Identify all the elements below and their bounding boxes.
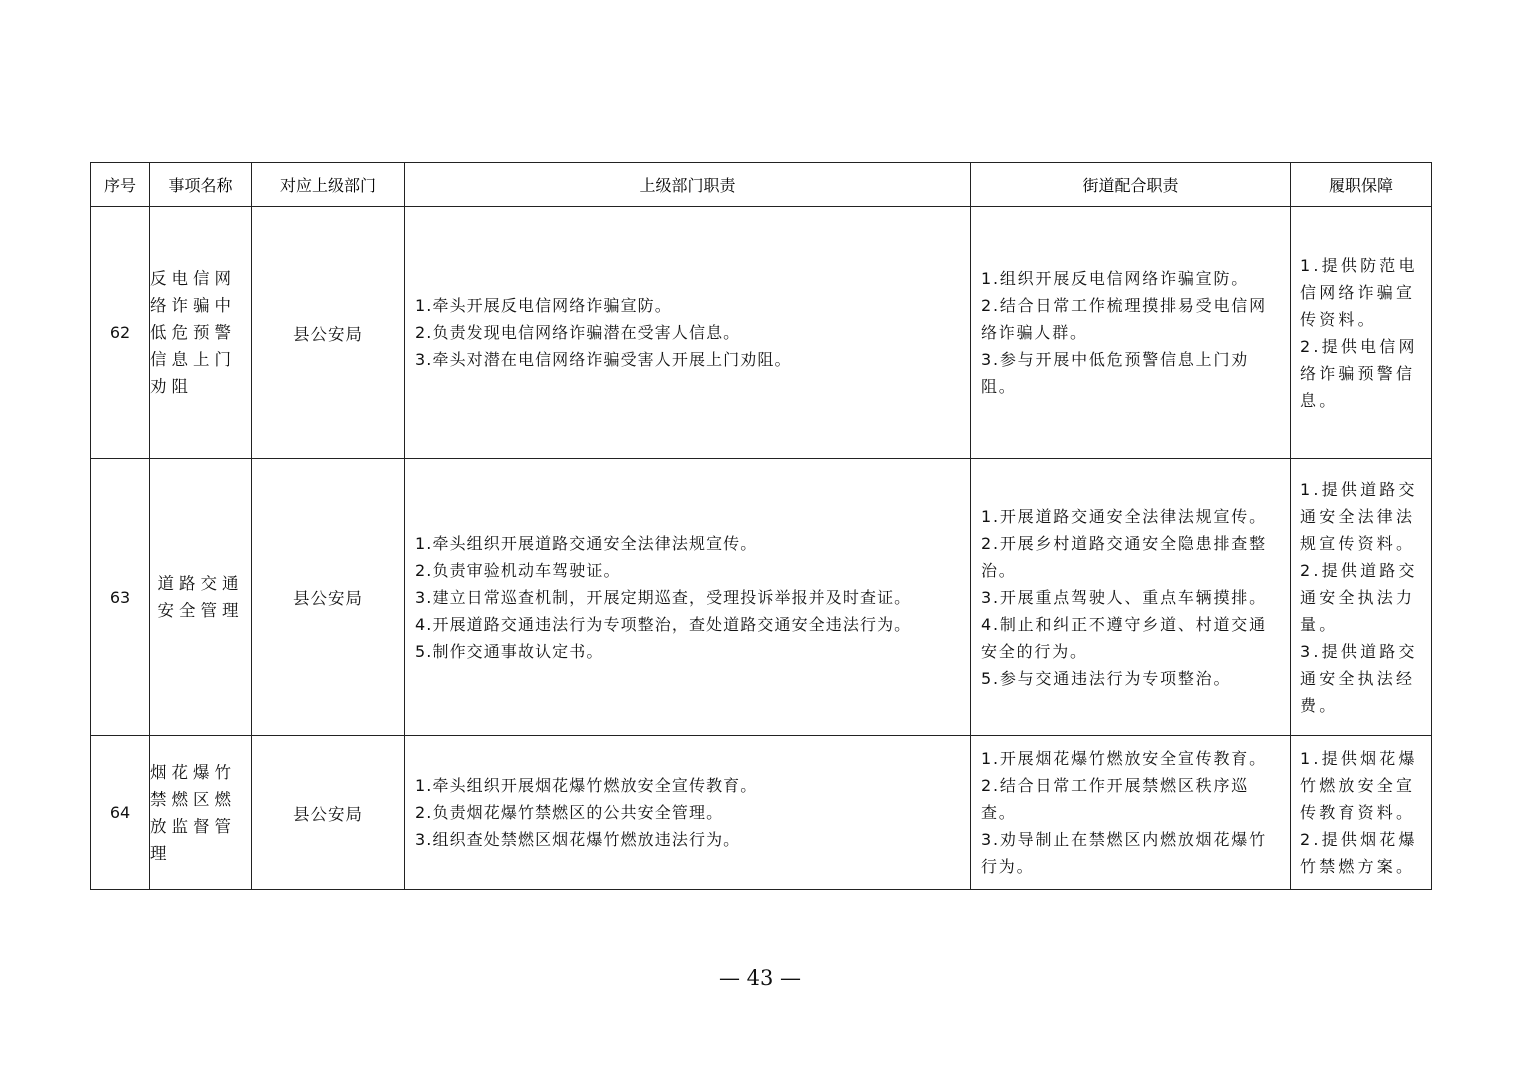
guarantee-line: 2.提供道路交通安全执法力量。 — [1300, 560, 1418, 634]
street-duties-cell — [971, 459, 1291, 736]
guarantee-cell — [1291, 207, 1432, 459]
duty-line: 2.结合日常工作开展禁燃区秩序巡查。 — [981, 776, 1250, 822]
guarantee-line: 1.提供烟花爆竹燃放安全宣传教育资料。 — [1300, 749, 1418, 822]
guarantee-cell — [1291, 736, 1432, 890]
header-superior-duties: 上级部门职责 — [405, 163, 971, 207]
superior-duties-cell — [405, 736, 971, 890]
page-number: — 43 — — [718, 966, 802, 990]
item-name-cell — [150, 736, 252, 890]
duty-line: 1.组织开展反电信网络诈骗宣防。 — [981, 269, 1250, 288]
item-name: 道路交通安全管理 — [157, 574, 244, 620]
header-item-name: 事项名称 — [150, 163, 252, 207]
header-serial-number: 序号 — [91, 163, 150, 207]
guarantee-line: 3.提供道路交通安全执法经费。 — [1300, 641, 1418, 715]
guarantee-line: 2.提供电信网络诈骗预警信息。 — [1300, 336, 1418, 410]
duty-line: 5.制作交通事故认定书。 — [415, 641, 604, 661]
row-number: 63 — [91, 459, 150, 736]
header-superior-department: 对应上级部门 — [252, 163, 405, 207]
row-number: 64 — [91, 736, 150, 890]
duty-line: 2.开展乡村道路交通安全隐患排查整治。 — [981, 533, 1267, 580]
row-number: 62 — [91, 207, 150, 459]
duty-line: 4.制止和纠正不遵守乡道、村道交通安全的行为。 — [981, 614, 1267, 661]
duty-line: 3.牵头对潜在电信网络诈骗受害人开展上门劝阻。 — [415, 350, 792, 369]
table-header-row — [91, 163, 1432, 207]
street-duties-cell — [971, 207, 1291, 459]
duty-line: 5.参与交通违法行为专项整治。 — [981, 668, 1232, 688]
superior-department: 县公安局 — [252, 736, 405, 890]
item-name-cell — [150, 459, 252, 736]
item-name: 烟花爆竹禁燃区燃放监督管理 — [150, 762, 236, 863]
guarantee-cell — [1291, 459, 1432, 736]
duty-line: 3.劝导制止在禁燃区内燃放烟花爆竹行为。 — [981, 830, 1267, 876]
guarantee-line: 1.提供道路交通安全法律法规宣传资料。 — [1300, 479, 1418, 553]
header-street-duties: 街道配合职责 — [971, 163, 1291, 207]
superior-duties-cell — [405, 207, 971, 459]
table-row — [91, 207, 1432, 459]
duty-line: 3.开展重点驾驶人、重点车辆摸排。 — [981, 587, 1267, 607]
duty-line: 1.开展烟花爆竹燃放安全宣传教育。 — [981, 749, 1267, 768]
duty-line: 2.负责发现电信网络诈骗潜在受害人信息。 — [415, 323, 741, 342]
duty-line: 3.组织查处禁燃区烟花爆竹燃放违法行为。 — [415, 830, 741, 849]
duty-line: 3.建立日常巡查机制，开展定期巡查，受理投诉举报并及时查证。 — [415, 587, 912, 607]
item-name: 反电信网络诈骗中低危预警信息上门劝阻 — [150, 269, 236, 396]
guarantee-line: 2.提供烟花爆竹禁燃方案。 — [1300, 830, 1418, 876]
duty-line: 3.参与开展中低危预警信息上门劝阻。 — [981, 350, 1250, 396]
duty-line: 1.牵头组织开展道路交通安全法律法规宣传。 — [415, 533, 758, 553]
table-row — [91, 736, 1432, 890]
duty-line: 1.牵头组织开展烟花爆竹燃放安全宣传教育。 — [415, 776, 758, 795]
duty-line: 2.负责烟花爆竹禁燃区的公共安全管理。 — [415, 803, 724, 822]
duty-line: 1.开展道路交通安全法律法规宣传。 — [981, 506, 1267, 526]
duty-line: 2.结合日常工作梳理摸排易受电信网络诈骗人群。 — [981, 296, 1267, 342]
item-name-cell — [150, 207, 252, 459]
guarantee-line: 1.提供防范电信网络诈骗宣传资料。 — [1300, 255, 1418, 329]
duty-line: 2.负责审验机动车驾驶证。 — [415, 560, 621, 580]
duty-line: 1.牵头开展反电信网络诈骗宣防。 — [415, 296, 672, 315]
superior-duties-cell — [405, 459, 971, 736]
header-duty-guarantee: 履职保障 — [1291, 163, 1432, 207]
superior-department: 县公安局 — [252, 207, 405, 459]
duty-table — [90, 162, 1432, 890]
superior-department: 县公安局 — [252, 459, 405, 736]
duty-line: 4.开展道路交通违法行为专项整治，查处道路交通安全违法行为。 — [415, 614, 912, 634]
table-row — [91, 459, 1432, 736]
street-duties-cell — [971, 736, 1291, 890]
